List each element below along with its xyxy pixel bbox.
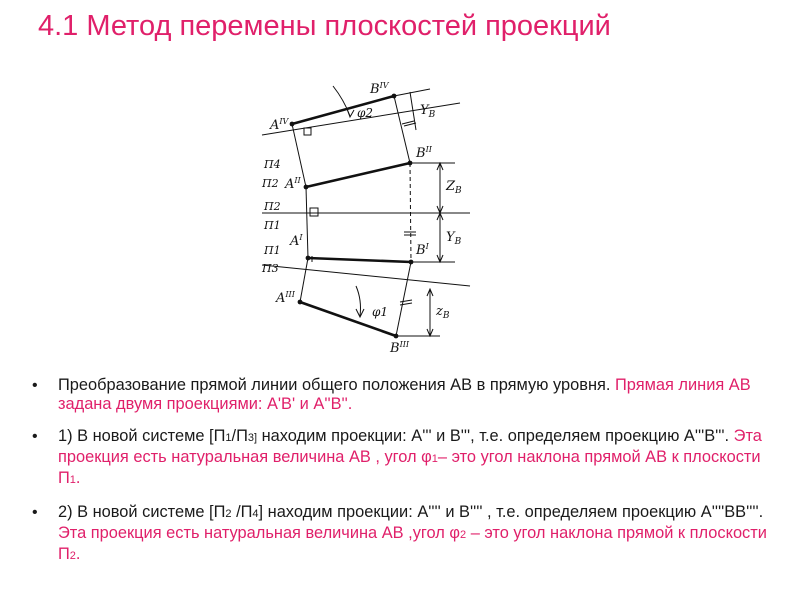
axis-p1-p3 xyxy=(262,265,470,286)
label-yb-top: $Y_B$ xyxy=(420,103,436,120)
label-b-iii: $B^{III}$ xyxy=(390,340,410,356)
link-ai-aiii xyxy=(300,258,308,302)
bullet-2: • 1) В новой системе [П1/П3] находим проекции: A''' и B''', т.е. определяем проекцию A'''B'''. Эта проекция есть натуральная величина AB , угол φ1– это угол наклона прямой AB к плоскости П1. xyxy=(32,427,762,487)
label-p3: Π3 xyxy=(262,262,279,275)
link-biv-bii xyxy=(394,96,410,163)
label-zb-top: $Z_B$ xyxy=(446,179,462,196)
bullet-1-text: Преобразование прямой линии общего положения AB в прямую уровня. xyxy=(58,376,616,394)
label-yb-mid: $Y_B$ xyxy=(446,230,462,247)
label-a-iii: $A^{III}$ xyxy=(276,290,295,306)
segment-aii-bii xyxy=(306,163,410,187)
slide-title: 4.1 Метод перемены плоскостей проекций xyxy=(38,10,611,42)
label-p1-mid: Π1 xyxy=(264,219,281,232)
segment-ai-bi xyxy=(308,258,411,262)
label-p2-mid: Π2 xyxy=(264,200,281,213)
angle-phi1-arc xyxy=(356,286,361,316)
bullet-list xyxy=(30,376,780,579)
label-b-iv: $B^{IV}$ xyxy=(370,81,389,97)
label-b-ii: $B^{II}$ xyxy=(416,145,432,161)
bullet-3: • 2) В новой системе [П2 /П4] находим проекции: A'''' и B'''' , т.е. определяем проекцию A''''BB''''. Эта проекция есть натуральная величина AB ,угол φ2 – это угол наклона прямой к плоскости П2. xyxy=(32,503,767,563)
label-phi2: φ2 xyxy=(357,106,374,120)
link-bii-bi xyxy=(410,163,411,262)
label-zb-low: $z_B$ xyxy=(436,304,450,321)
label-p4: Π4 xyxy=(264,158,281,171)
label-a-i: $A^I$ xyxy=(290,233,303,249)
label-a-ii: $A^{II}$ xyxy=(285,176,301,192)
label-b-i: $B^I$ xyxy=(416,242,429,258)
link-bi-biii xyxy=(396,262,411,336)
link-aii-ai xyxy=(306,187,308,258)
label-p2-top: Π2 xyxy=(262,177,279,190)
bullet-1: • Преобразование прямой линии общего положения AB в прямую уровня. Прямая линия AB задана двумя проекциями: A'B' и A''B''. xyxy=(32,376,751,413)
label-p1-low: Π1 xyxy=(264,244,281,257)
label-a-iv: $A^{IV}$ xyxy=(270,117,289,133)
projection-drawing xyxy=(250,70,480,360)
label-phi1: φ1 xyxy=(372,305,389,319)
bullet-1-highlight: Прямая линия AB задана двумя проекциями: A'B' и A''B''. xyxy=(58,376,751,413)
